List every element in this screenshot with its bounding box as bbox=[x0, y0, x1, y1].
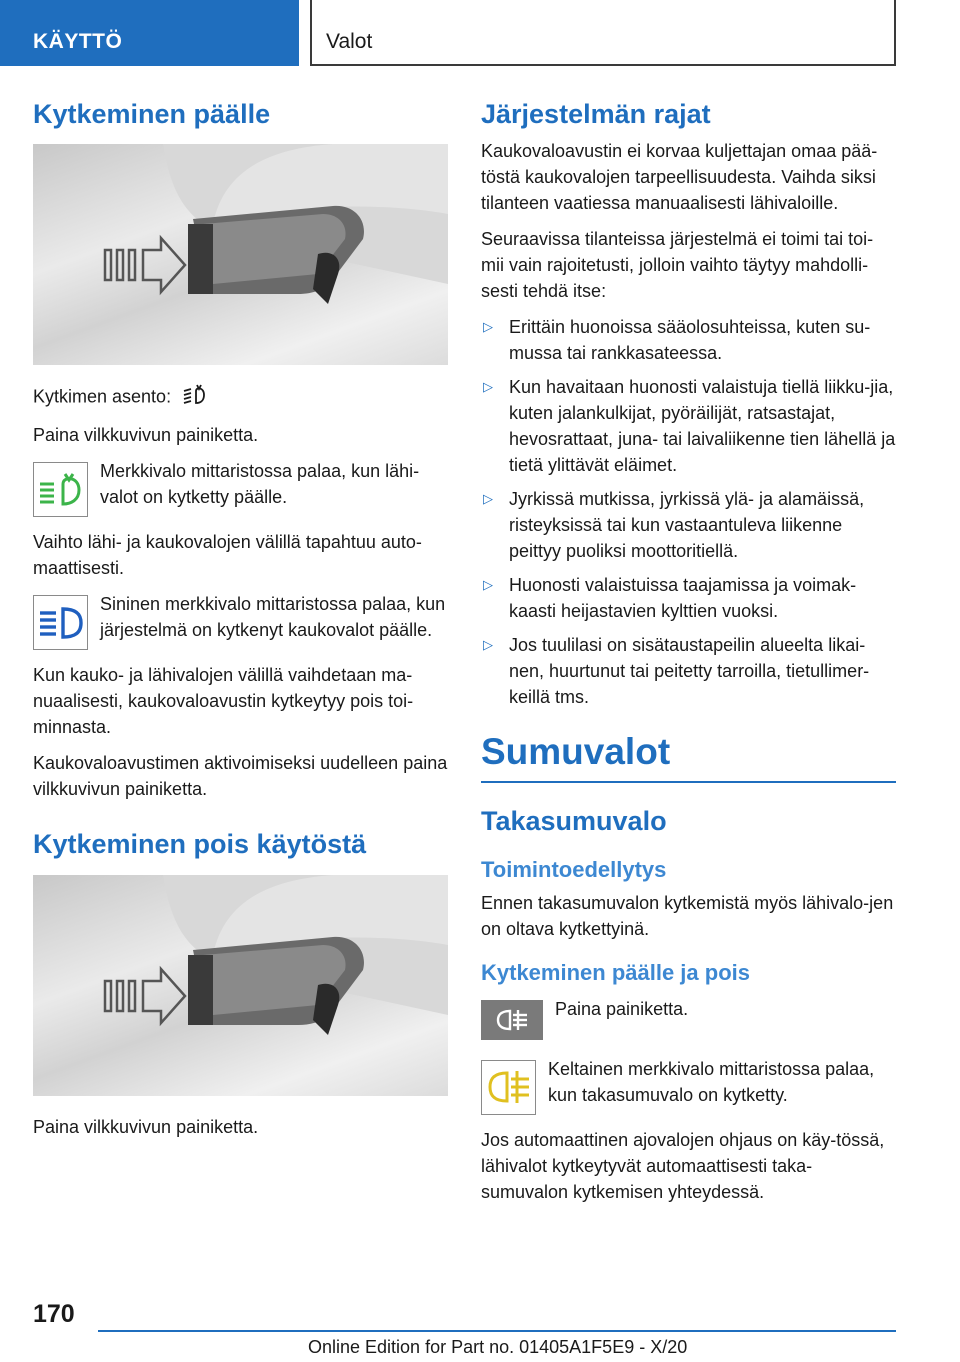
manual-switch-text: Kun kauko- ja lähivalojen välillä vaihdetaan ma-nuaalisesti, kaukovaloavustin kytkeytyy pois toi-minnasta. bbox=[33, 665, 414, 738]
green-lowbeam-assist-icon bbox=[33, 462, 88, 517]
auto-highbeam-icon bbox=[182, 383, 208, 412]
list-item: ▷ Erittäin huonoissa sääolosuhteissa, kuten su-mussa tai rankkasateessa. bbox=[481, 314, 896, 366]
triangle-bullet-icon: ▷ bbox=[483, 379, 493, 395]
heading-rear-fog-light: Takasumuvalo bbox=[481, 805, 667, 836]
footer-edition: Online Edition for Part no. 01405A1F5E9 - X/20 bbox=[308, 1337, 688, 1357]
rear-fog-button-icon[interactable] bbox=[481, 1000, 543, 1040]
limits-paragraph-2: Seuraavissa tilanteissa järjestelmä ei toimi tai toi-mii vain rajoitetusti, jolloin vaihto täytyy mahdolli-sesti tehdä itse: bbox=[481, 229, 874, 302]
triangle-bullet-icon: ▷ bbox=[483, 637, 493, 653]
press-instruction-2: Paina vilkkuvivun painiketta. bbox=[33, 1116, 259, 1137]
list-item: ▷ Huonosti valaistuissa taajamissa ja voimak-kaasti heijastavien kylttien vuoksi. bbox=[481, 572, 896, 624]
footer-divider bbox=[98, 1330, 896, 1332]
reactivate-text: Kaukovaloavustimen aktivoimiseksi uudelleen paina vilkkuvivun painiketta. bbox=[33, 753, 448, 800]
heading-switch-on: Kytkeminen päälle bbox=[33, 99, 271, 129]
prerequisite-text: Ennen takasumuvalon kytkemistä myös lähivalo-jen on oltava kytkettyinä. bbox=[481, 892, 894, 939]
blue-indicator-row bbox=[33, 591, 448, 650]
page-number: 170 bbox=[33, 1300, 75, 1328]
heading-system-limits: Järjestelmän rajat bbox=[481, 99, 711, 129]
switch-position-line: Kytkimen asento: bbox=[33, 383, 448, 412]
triangle-bullet-icon: ▷ bbox=[483, 577, 493, 593]
stalk-photo-off bbox=[33, 875, 448, 1096]
auto-switch-text: Vaihto lähi- ja kaukovalojen välillä tapahtuu auto-maattisesti. bbox=[33, 532, 422, 579]
fog-button-row bbox=[481, 996, 896, 1040]
green-indicator-text: Merkkivalo mittaristossa palaa, kun lähi-valot on kytketty päälle. bbox=[100, 461, 420, 508]
list-item: ▷ Jyrkissä mutkissa, jyrkissä ylä- ja alamäissä, risteyksissä tai kun vastaantuleva liikenne peittyy puoliksi moottoritiellä. bbox=[481, 486, 896, 564]
press-instruction-1: Paina vilkkuvivun painiketta. bbox=[33, 425, 259, 446]
blue-highbeam-icon bbox=[33, 595, 88, 650]
yellow-indicator-text: Keltainen merkkivalo mittaristossa palaa, kun takasumuvalo on kytketty. bbox=[548, 1058, 875, 1105]
yellow-indicator-row bbox=[481, 1056, 896, 1115]
stalk-illustration bbox=[33, 144, 448, 365]
stalk-illustration-off bbox=[33, 875, 448, 1096]
triangle-bullet-icon: ▷ bbox=[483, 319, 493, 335]
limits-paragraph-1: Kaukovaloavustin ei korvaa kuljettajan omaa pää-töstä kaukovalojen tarpeellisuudesta. Vaihda siksi tilanteen vaatiessa manuaalisesti lähivaloille. bbox=[481, 141, 878, 214]
heading-on-off: Kytkeminen päälle ja pois bbox=[481, 959, 750, 985]
heading-switch-off: Kytkeminen pois käytöstä bbox=[33, 829, 367, 860]
list-item: ▷ Jos tuulilasi on sisätaustapeilin alueelta likai-nen, huurtunut tai peitetty tarroilla, tietullimer-keillä tms. bbox=[481, 632, 896, 710]
left-column bbox=[33, 98, 448, 1150]
press-button-text: Paina painiketta. bbox=[555, 998, 689, 1019]
blue-indicator-text: Sininen merkkivalo mittaristossa palaa, kun järjestelmä on kytkenyt kaukovalot päälle. bbox=[100, 594, 446, 641]
stalk-photo-on bbox=[33, 144, 448, 365]
triangle-bullet-icon: ▷ bbox=[483, 491, 493, 507]
heading-fog-lights: Sumuvalot bbox=[481, 730, 896, 782]
chapter-title: Valot bbox=[310, 0, 896, 66]
green-indicator-row bbox=[33, 458, 448, 517]
heading-prerequisite: Toimintoedellytys bbox=[481, 857, 667, 883]
right-column bbox=[481, 98, 896, 1215]
yellow-rear-fog-icon bbox=[481, 1060, 536, 1115]
limits-list bbox=[481, 314, 896, 710]
section-tab: KÄYTTÖ bbox=[0, 0, 299, 66]
auto-headlight-text: Jos automaattinen ajovalojen ohjaus on käy-tössä, lähivalot kytkeytyvät automaattisesti taka-sumuvalon kytkemisen yhteydessä. bbox=[481, 1129, 885, 1202]
list-item: ▷ Kun havaitaan huonosti valaistuja tiellä liikku-jia, kuten jalankulkijat, pyöräilijät, ratsastajat, hevosrattaat, juna- tai laivaliikenne tien lähellä ja tietä ylittävät eläimet. bbox=[481, 374, 896, 478]
